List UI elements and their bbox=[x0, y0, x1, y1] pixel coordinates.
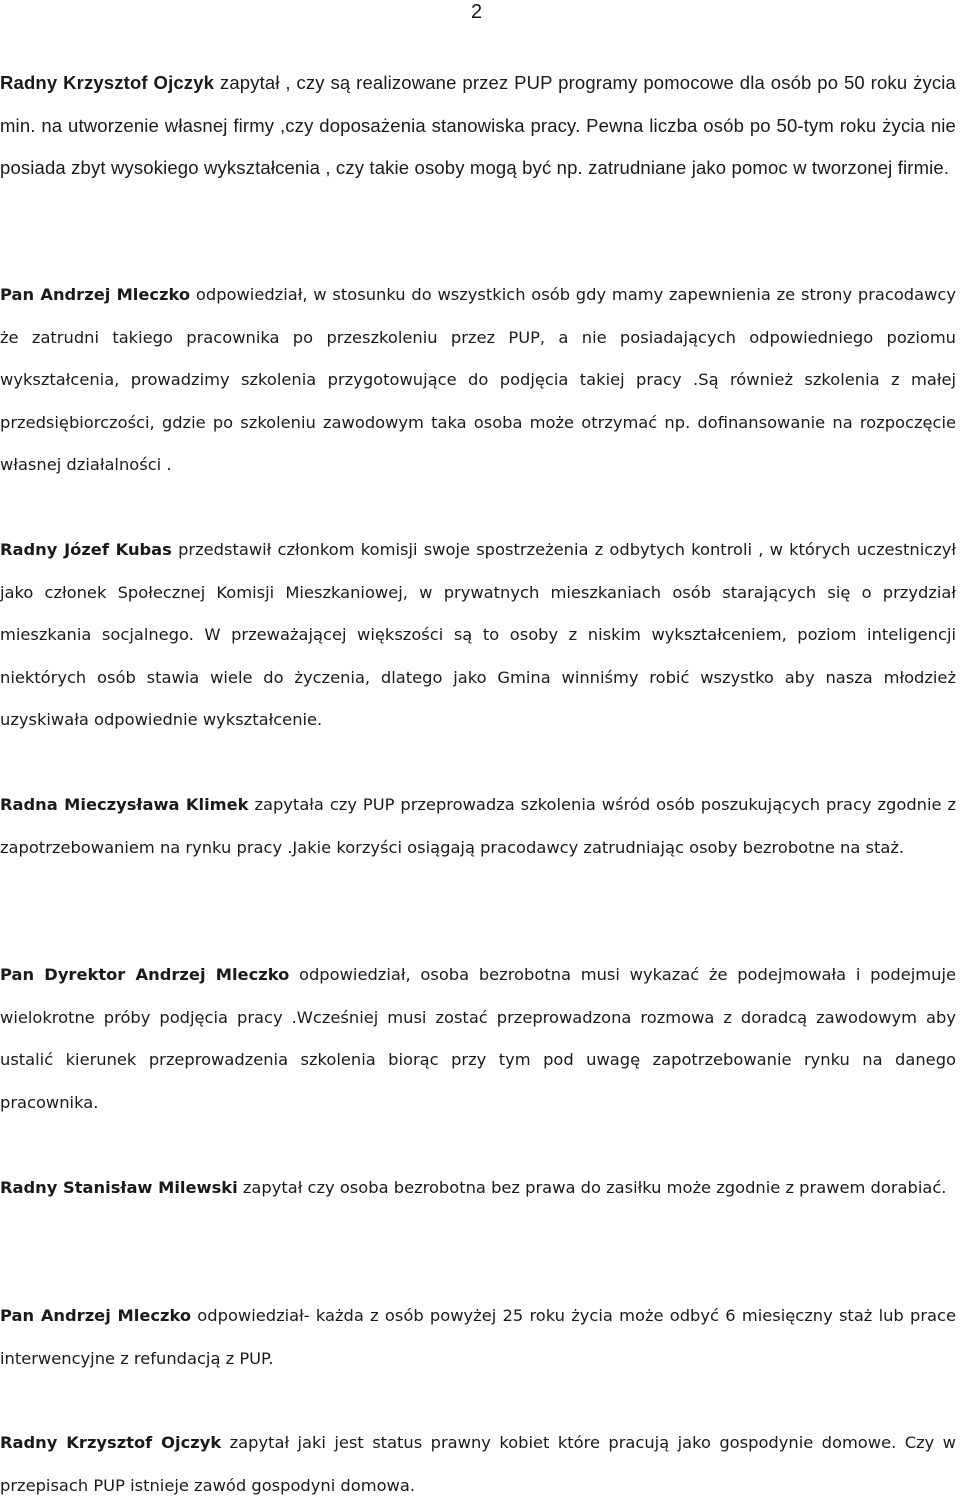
paragraph-text: zapytał , czy są realizowane przez PUP programy pomocowe dla osób po 50 roku życia min. na utworzenie własnej firmy ,czy doposażenia stanowiska pracy. Pewna liczba osób po 50-tym roku życia nie posiada zbyt wysokiego wykształcenia , czy takie osoby mogą być np. zatrudniane jako pomoc w tworzonej firmie. bbox=[0, 72, 956, 178]
speaker-name: Pan Andrzej Mleczko bbox=[0, 1306, 192, 1325]
paragraph-ojczyk-question-1 bbox=[0, 62, 956, 190]
paragraph-mleczko-answer-2 bbox=[0, 954, 956, 1124]
paragraph-text: odpowiedział, w stosunku do wszystkich osób gdy mamy zapewnienia ze strony pracodawcy że zatrudni takiego pracownika po przeszkoleniu przez PUP, a nie posiadających odpowiedniego poziomu wykształcenia, prowadzimy szkolenia przygotowujące do podjęcia takiej pracy .Są również szkolenia z małej przedsiębiorczości, gdzie po szkoleniu zawodowym taka osoba może otrzymać np. dofinansowanie na rozpoczęcie własnej działalności . bbox=[0, 285, 956, 474]
paragraph-text: zapytała czy PUP przeprowadza szkolenia wśród osób poszukujących pracy zgodnie z zapotrzebowaniem na rynku pracy .Jakie korzyści osiągają pracodawcy zatrudniając osoby bezrobotne na staż. bbox=[0, 795, 956, 857]
paragraph-text: przedstawił członkom komisji swoje spostrzeżenia z odbytych kontroli , w których uczestniczył jako członek Społecznej Komisji Mieszkaniowej, w prywatnych mieszkaniach osób starających się o przydział mieszkania socjalnego. W przeważającej większości są to osoby z niskim wykształceniem, poziom inteligencji niektórych osób stawia wiele do życzenia, dlatego jako Gmina winniśmy robić wszystko aby nasza młodzież uzyskiwała odpowiednie wykształcenie. bbox=[0, 540, 956, 729]
paragraph-text: odpowiedział, osoba bezrobotna musi wykazać że podejmowała i podejmuje wielokrotne próby podjęcia pracy .Wcześniej musi zostać przeprowadzona rozmowa z doradcą zawodowym aby ustalić kierunek przeprowadzenia szkolenia biorąc przy tym pod uwagę zapotrzebowanie rynku na danego pracownika. bbox=[0, 965, 956, 1112]
speaker-name: Pan Andrzej Mleczko bbox=[0, 285, 191, 304]
speaker-name: Radny Krzysztof Ojczyk bbox=[0, 72, 215, 93]
page-number: 2 bbox=[471, 1, 483, 23]
paragraph-milewski-question bbox=[0, 1167, 956, 1210]
speaker-name: Pan Dyrektor Andrzej Mleczko bbox=[0, 965, 290, 984]
paragraph-text: zapytał jaki jest status prawny kobiet które pracują jako gospodynie domowe. Czy w przepisach PUP istnieje zawód gospodyni domowa. bbox=[0, 1433, 956, 1495]
paragraph-mleczko-answer-1 bbox=[0, 274, 956, 487]
paragraph-text: zapytał czy osoba bezrobotna bez prawa do zasiłku może zgodnie z prawem dorabiać. bbox=[237, 1178, 947, 1197]
paragraph-ojczyk-question-2 bbox=[0, 1422, 956, 1507]
speaker-name: Radna Mieczysława Klimek bbox=[0, 795, 249, 814]
speaker-name: Radny Stanisław Milewski bbox=[0, 1178, 238, 1197]
speaker-name: Radny Józef Kubas bbox=[0, 540, 172, 559]
paragraph-mleczko-answer-3 bbox=[0, 1295, 956, 1380]
speaker-name: Radny Krzysztof Ojczyk bbox=[0, 1433, 222, 1452]
paragraph-kubas-statement bbox=[0, 529, 956, 742]
paragraph-klimek-question bbox=[0, 784, 956, 869]
paragraph-text: odpowiedział- każda z osób powyżej 25 roku życia może odbyć 6 miesięczny staż lub prace interwencyjne z refundacją z PUP. bbox=[0, 1306, 956, 1368]
